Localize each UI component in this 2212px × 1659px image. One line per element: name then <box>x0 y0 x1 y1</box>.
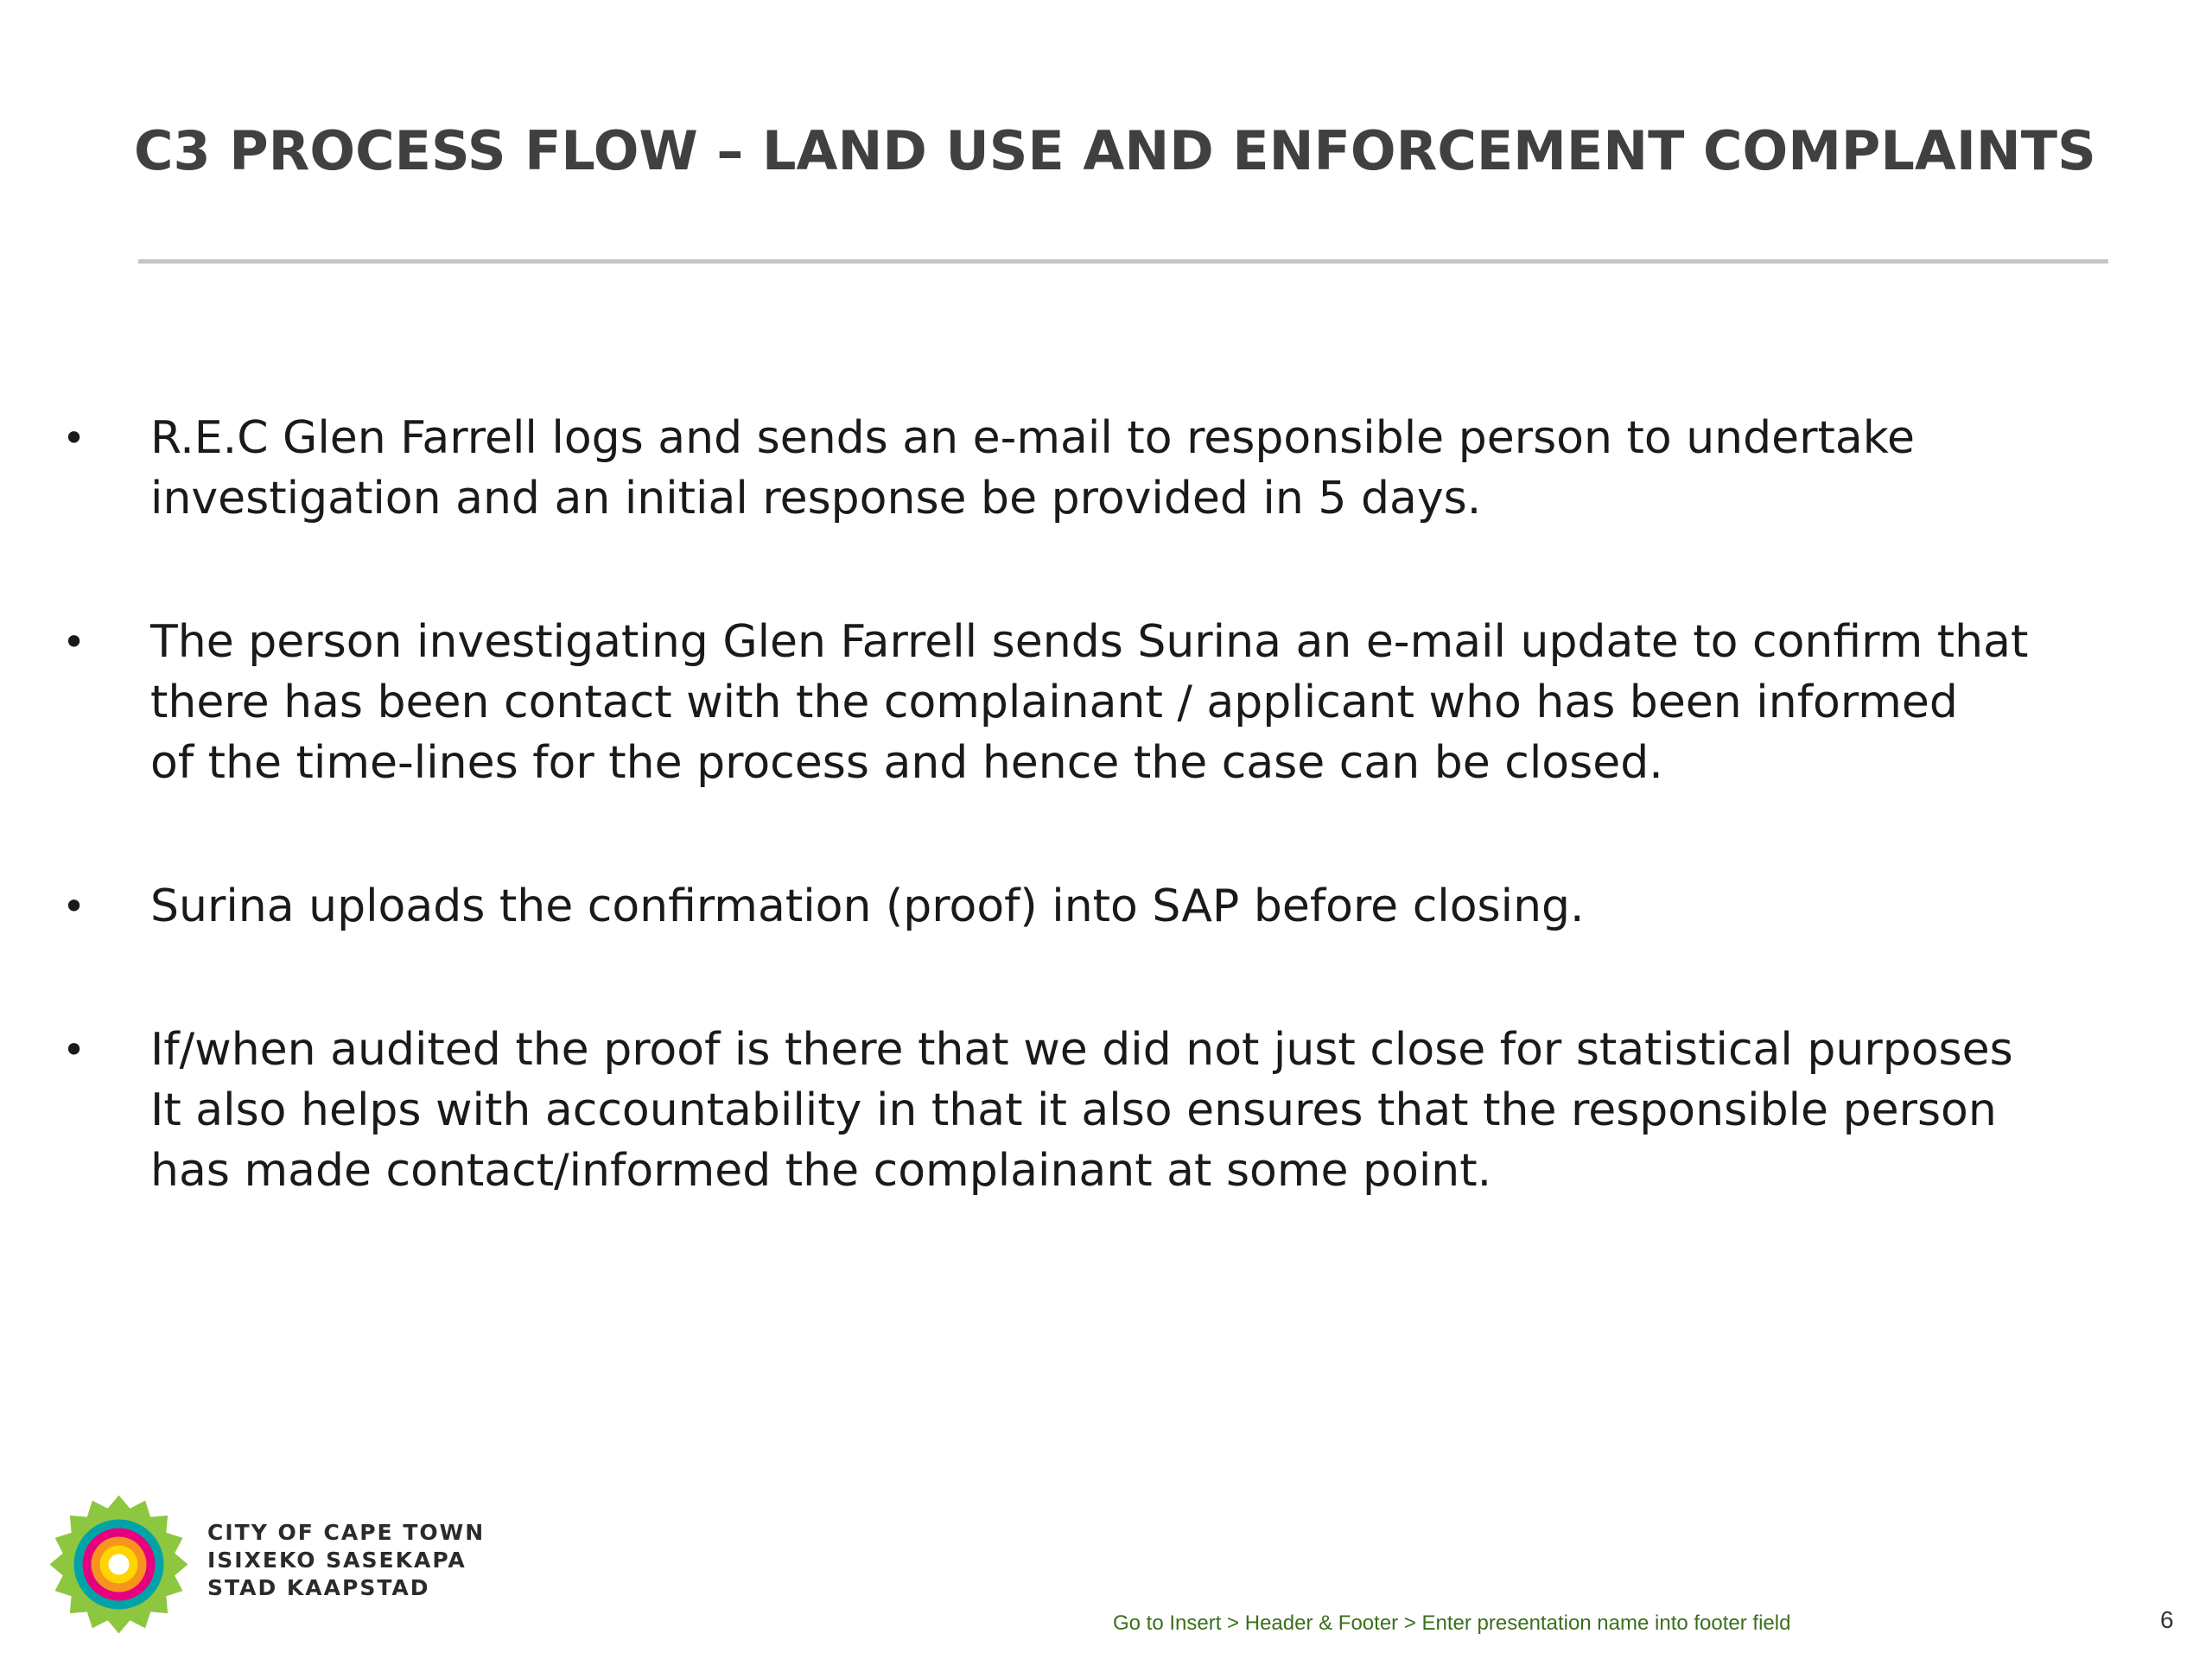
organisation-name <box>207 1519 485 1602</box>
bullet-item <box>62 612 2153 793</box>
bullet-marker: • <box>62 619 86 665</box>
org-name-english: CITY OF CAPE TOWN <box>207 1520 486 1545</box>
title-divider <box>138 259 2108 264</box>
bullet-marker: • <box>62 415 86 461</box>
org-name-afrikaans: STAD KAAPSTAD <box>207 1575 430 1600</box>
bullet-text: If/when audited the proof is there that we did not just close for statistical purposes It also helps with accountability in that it also ensures that the responsible person has made contact/informed the complainant at some point. <box>150 1024 2013 1197</box>
bullet-item <box>62 876 2153 937</box>
emblem-white-core <box>109 1554 130 1575</box>
slide-title: C3 PROCESS FLOW – LAND USE AND ENFORCEMENT COMPLAINTS <box>134 119 2096 182</box>
bullet-text: R.E.C Glen Farrell logs and sends an e-mail to responsible person to undertake investigation and an initial response be provided in 5 days. <box>150 412 1915 524</box>
city-of-cape-town-emblem-icon <box>48 1493 190 1636</box>
bullet-marker: • <box>62 1027 86 1073</box>
bullet-item <box>62 408 2153 529</box>
bullet-marker: • <box>62 883 86 930</box>
bullet-item <box>62 1020 2153 1201</box>
page-number: 6 <box>2160 1606 2174 1633</box>
footer-placeholder-text: Go to Insert > Header & Footer > Enter presentation name into footer field <box>1113 1611 1791 1635</box>
bullet-list <box>62 408 2153 1284</box>
org-name-xhosa: ISIXEKO SASEKAPA <box>207 1548 467 1573</box>
bullet-text: The person investigating Glen Farrell sends Surina an e-mail update to confirm that there has been contact with the complainant / applicant who has been informed of the time-lines for the process and hence the case can be closed. <box>150 616 2029 789</box>
bullet-text: Surina uploads the confirmation (proof) into SAP before closing. <box>150 880 1585 932</box>
